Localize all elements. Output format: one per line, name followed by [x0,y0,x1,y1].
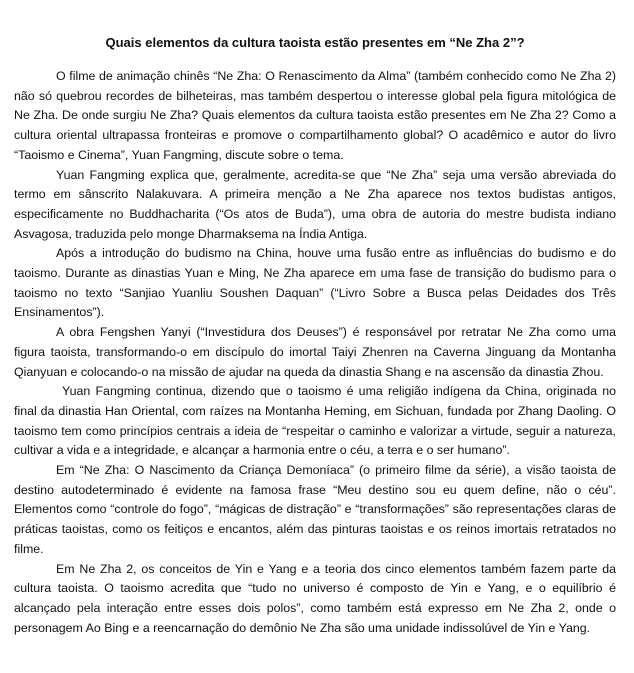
paragraph-first-film: Em “Ne Zha: O Nascimento da Criança Demoníaca” (o primeiro filme da série), a visão taoista de destino autodeterminado é evidente na famosa frase “Meu destino sou eu quem define, não o céu”. Elementos como “controle do fogo”, “mágicas de distração” e “transformações” são representações claras de práticas taoistas, como os feitiços e encantos, além das pinturas taoistas e os reinos imortais retratados no filme. [14,463,616,556]
article-title: Quais elementos da cultura taoista estão presentes em “Ne Zha 2”? [105,35,525,50]
paragraph-intro: O filme de animação chinês “Ne Zha: O Renascimento da Alma” (também conhecido como Ne Zha 2) não só quebrou recordes de bilheteiras, mas também despertou o interesse global pela figura mitológica de Ne Zha. De onde surgiu Ne Zha? Quais elementos da cultura taoista estão presentes em Ne Zha 2? Como a cultura oriental ultrapassa fronteiras e promove o compartilhamento global? O acadêmico e autor do livro “Taoismo e Cinema”, Yuan Fangming, discute sobre o tema. [14,69,616,162]
paragraph-fusion: Após a introdução do budismo na China, houve uma fusão entre as influências do budismo e do taoismo. Durante as dinastias Yuan e Ming, Ne Zha aparece em uma fase de transição do budismo para o taoismo no texto “Sanjiao Yuanliu Soushen Daquan” (“Livro Sobre a Busca pelas Deidades dos Três Ensinamentos”). [14,246,616,320]
paragraph-yin-yang: Em Ne Zha 2, os conceitos de Yin e Yang e a teoria dos cinco elementos também fazem parte da cultura taoista. O taoismo acredita que “tudo no universo é composto de Yin e Yang, e o equilíbrio é alcançado pela interação entre esses dois polos”, como também está expresso em Ne Zha 2, onde o personagem Ao Bing e a reencarnação do demônio Ne Zha são uma unidade indissolúvel de Yin e Yang. [14,561,616,635]
paragraph-origin: Yuan Fangming explica que, geralmente, acredita-se que “Ne Zha” seja uma versão abreviada do termo em sânscrito Nalakuvara. A primeira menção a Ne Zha aparece nos textos budistas antigos, especificamente no Buddhacharita (“Os atos de Buda”), uma obra de autoria do mestre budista indiano Asvagosa, traduzida pelo monge Dharmaksema na Índia Antiga. [14,167,616,241]
paragraph-taoism: Yuan Fangming continua, dizendo que o taoismo é uma religião indígena da China, originada no final da dinastia Han Oriental, com raízes na Montanha Heming, em Sichuan, fundada por Zhang Daoling. O taoismo tem como princípios centrais a ideia de “respeitar o caminho e valorizar a virtude, seguir a natureza, cultivar a vida e a integridade, e alcançar a harmonia entre o céu, a terra e o ser humano”. [14,384,616,458]
paragraph-fengshen: A obra Fengshen Yanyi (“Investidura dos Deuses”) é responsável por retratar Ne Zha como uma figura taoista, transformando-o em discípulo do imortal Taiyi Zhenren na Caverna Jinguang da Montanha Qianyuan e colocando-o na missão de ajudar na queda da dinastia Shang e na ascensão da dinastia Zhou. [14,325,616,379]
